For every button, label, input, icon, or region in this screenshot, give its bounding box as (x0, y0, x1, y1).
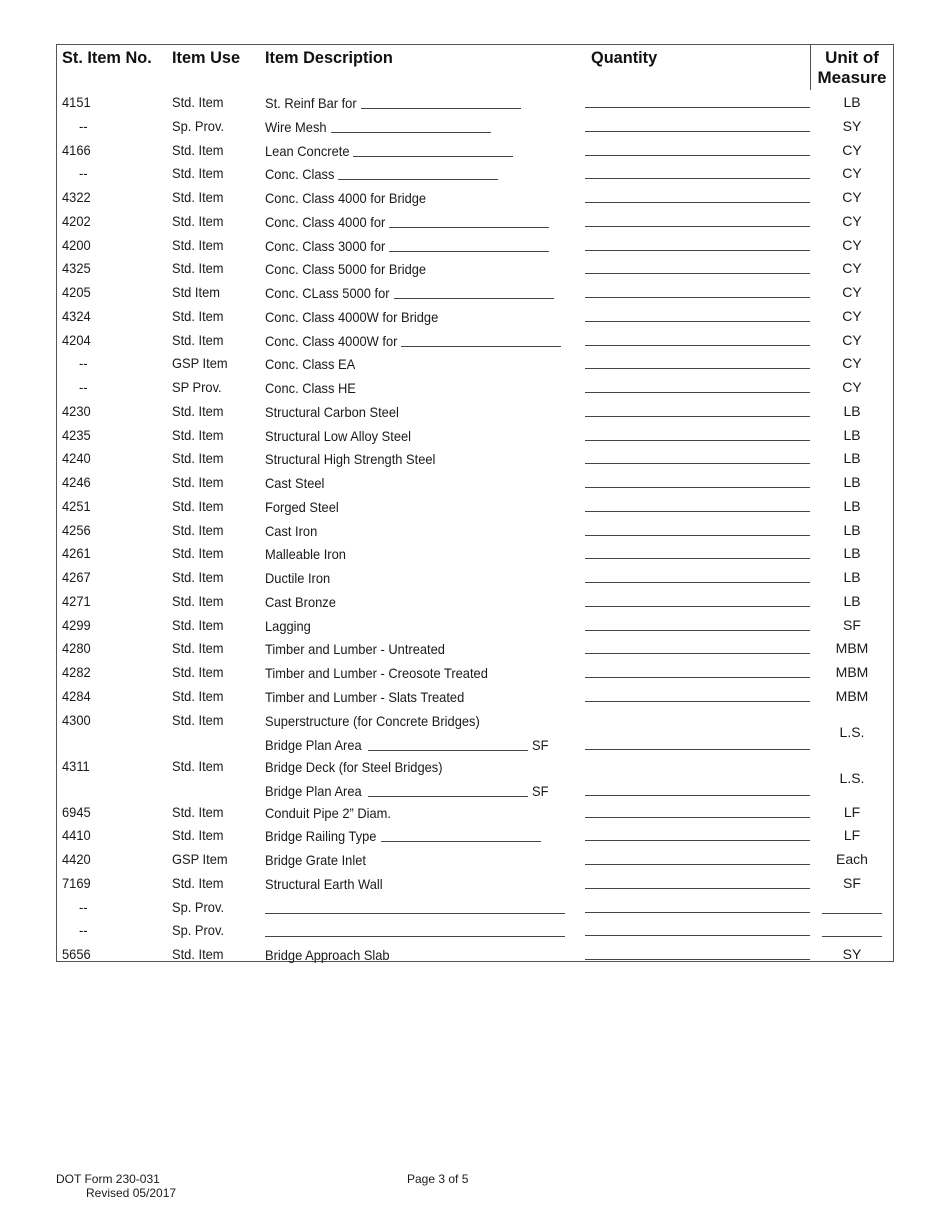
quantity-field[interactable] (585, 749, 810, 750)
unit-of-measure: MBM (835, 640, 869, 657)
item-use: Std. Item (172, 545, 224, 562)
quantity-field[interactable] (585, 795, 810, 796)
item-description: Conc. Class 5000 for Bridge (265, 261, 427, 278)
unit-of-measure: LB (843, 94, 861, 110)
item-number: -- (79, 117, 88, 134)
item-use: Std. Item (172, 165, 224, 182)
quantity-field[interactable] (585, 321, 810, 322)
item-description-line2: Bridge Plan Area (265, 736, 362, 753)
revised-date: Revised 05/2017 (86, 1186, 177, 1200)
item-use: Std. Item (172, 569, 224, 585)
item-number: 4200 (62, 236, 91, 253)
quantity-field[interactable] (585, 392, 810, 393)
item-use: Std. Item (172, 307, 224, 324)
description-blank-field[interactable] (381, 841, 541, 842)
item-description: Superstructure (for Concrete Bridges) (265, 712, 480, 729)
unit-of-measure: CY (842, 141, 862, 158)
item-use: GSP Item (172, 355, 228, 372)
item-number: 4271 (62, 592, 91, 609)
quantity-field[interactable] (585, 107, 810, 108)
quantity-field[interactable] (585, 250, 810, 251)
item-use: Std. Item (172, 874, 224, 891)
unit-of-measure: LF (843, 827, 861, 844)
item-number: 4311 (62, 757, 90, 774)
item-use: GSP Item (172, 851, 228, 867)
unit-of-measure: CY (842, 189, 862, 205)
quantity-field[interactable] (585, 487, 810, 488)
item-use: Std. Item (172, 521, 224, 538)
unit-of-measure: LB (843, 474, 861, 490)
item-number: -- (79, 922, 88, 939)
item-description: Bridge Grate Inlet (265, 852, 366, 868)
item-number: 4202 (62, 212, 91, 229)
unit-of-measure: LB (843, 450, 861, 467)
item-description: Cast Iron (265, 522, 318, 539)
unit-of-measure: CY (842, 165, 862, 182)
quantity-field[interactable] (585, 558, 810, 559)
unit-of-measure: SY (842, 117, 862, 134)
unit-of-measure: SF (843, 874, 861, 891)
unit-of-measure: CY (842, 355, 862, 372)
item-number: 6945 (62, 803, 91, 820)
item-use: Sp. Prov. (172, 898, 225, 915)
item-use: Std. Item (172, 757, 224, 774)
quantity-field[interactable] (585, 463, 810, 464)
item-use: Std. Item (172, 592, 224, 609)
item-description: Wire Mesh (265, 118, 327, 135)
quantity-field[interactable] (585, 582, 810, 583)
unit-of-measure: CY (842, 212, 862, 229)
header-item-use: Item Use (172, 48, 241, 67)
quantity-field[interactable] (585, 297, 810, 298)
item-use: Std. Item (172, 402, 224, 419)
item-number: 4322 (62, 189, 91, 205)
item-use: Sp. Prov. (172, 117, 225, 134)
item-description: Lagging (265, 617, 311, 634)
item-use: Std. Item (172, 331, 224, 348)
item-number: 4267 (62, 569, 91, 585)
item-number: 7169 (62, 874, 91, 891)
quantity-field[interactable] (585, 511, 810, 512)
description-blank-field[interactable] (338, 179, 498, 180)
item-number: 4284 (62, 687, 91, 704)
item-description: Conc. Class EA (265, 356, 356, 373)
description-blank-field[interactable] (265, 936, 565, 937)
item-use: Std. Item (172, 426, 224, 443)
unit-blank-field[interactable] (822, 936, 882, 937)
unit-of-measure: SF (843, 616, 861, 633)
unit-of-measure: CY (842, 307, 862, 324)
item-use: Std Item (172, 284, 220, 300)
item-description: Conc. CLass 5000 for (265, 285, 390, 301)
unit-of-measure: CY (842, 236, 862, 253)
item-number: 4205 (62, 284, 91, 300)
item-description-line2: Bridge Plan Area (265, 782, 362, 799)
item-description: Lean Concrete (265, 142, 350, 159)
quantity-field[interactable] (585, 817, 810, 818)
item-use: Std. Item (172, 827, 224, 844)
item-description: Timber and Lumber - Creosote Treated (265, 665, 488, 681)
quantity-field[interactable] (585, 630, 810, 631)
item-number: 4230 (62, 402, 91, 419)
item-number: 4235 (62, 426, 91, 443)
item-number: -- (79, 898, 88, 915)
item-description: Conc. Class HE (265, 380, 356, 396)
item-description: Conc. Class 4000W for (265, 332, 398, 349)
item-number: 4151 (62, 94, 91, 110)
item-description: Ductile Iron (265, 570, 331, 586)
item-number: 4324 (62, 307, 91, 324)
description-blank-field[interactable] (389, 251, 549, 252)
page-number: Page 3 of 5 (407, 1172, 469, 1186)
item-number: 4256 (62, 521, 91, 538)
item-description: Bridge Deck (for Steel Bridges) (265, 758, 443, 775)
quantity-field[interactable] (585, 416, 810, 417)
item-description: Conc. Class 4000W for Bridge (265, 308, 439, 325)
unit-of-measure: CY (842, 331, 862, 348)
unit-of-measure: LB (843, 426, 861, 443)
item-description: Conc. Class 4000 for (265, 213, 386, 230)
item-use: Std. Item (172, 803, 224, 820)
quantity-field[interactable] (585, 912, 810, 913)
item-description: Conc. Class 3000 for (265, 237, 386, 254)
unit-of-measure: CY (842, 379, 862, 395)
item-description: Bridge Approach Slab (265, 947, 390, 963)
description-blank-field[interactable] (361, 108, 521, 109)
quantity-field[interactable] (585, 840, 810, 841)
item-description: Structural Earth Wall (265, 875, 383, 892)
quantity-field[interactable] (585, 155, 810, 156)
item-number: 4246 (62, 474, 91, 490)
item-use: Std. Item (172, 94, 224, 110)
header-item-description: Item Description (265, 48, 393, 67)
item-number: 4299 (62, 616, 91, 633)
item-use: Std. Item (172, 664, 224, 680)
item-use: Std. Item (172, 946, 224, 962)
item-number: 5656 (62, 946, 91, 962)
item-number: 4420 (62, 851, 91, 867)
quantity-field[interactable] (585, 888, 810, 889)
unit-of-measure: MBM (835, 687, 869, 704)
item-number: 4240 (62, 450, 91, 467)
item-number: -- (79, 165, 88, 182)
unit-blank-field[interactable] (822, 913, 882, 914)
item-number: 4251 (62, 497, 91, 514)
item-description: Structural Low Alloy Steel (265, 427, 412, 444)
item-description: Bridge Railing Type (265, 828, 377, 845)
unit-of-measure: L.S. (839, 723, 865, 740)
unit-of-measure: LB (843, 569, 861, 585)
quantity-field[interactable] (585, 935, 810, 936)
quantity-field[interactable] (585, 273, 810, 274)
unit-of-measure: LF (843, 803, 861, 820)
unit-of-measure: CY (842, 284, 862, 300)
item-use: Std. Item (172, 640, 224, 657)
item-description: Cast Steel (265, 475, 325, 491)
item-number: 4410 (62, 827, 91, 844)
plan-area-unit: SF (532, 736, 549, 753)
item-use: Std. Item (172, 474, 224, 490)
item-number: 4204 (62, 331, 91, 348)
description-blank-field[interactable] (394, 298, 554, 299)
header-unit-line1: Unit of (825, 48, 879, 67)
item-number: 4300 (62, 711, 91, 728)
quantity-field[interactable] (585, 131, 810, 132)
item-use: Std. Item (172, 189, 224, 205)
quantity-field[interactable] (585, 535, 810, 536)
quantity-field[interactable] (585, 606, 810, 607)
unit-of-measure: SY (842, 946, 862, 962)
item-use: Std. Item (172, 236, 224, 253)
item-description: Cast Bronze (265, 593, 336, 610)
item-description: Forged Steel (265, 498, 339, 515)
unit-of-measure: LB (843, 497, 861, 514)
item-description: Malleable Iron (265, 546, 346, 563)
description-blank-field[interactable] (331, 132, 491, 133)
item-description: Timber and Lumber - Slats Treated (265, 688, 465, 705)
header-quantity: Quantity (591, 48, 658, 67)
quantity-field[interactable] (585, 653, 810, 654)
item-number: 4280 (62, 640, 91, 657)
item-description: Conduit Pipe 2” Diam. (265, 804, 391, 821)
quantity-field[interactable] (585, 345, 810, 346)
description-blank-field[interactable] (353, 156, 513, 157)
description-blank-field[interactable] (265, 913, 565, 914)
unit-of-measure: LB (843, 545, 861, 562)
item-number: -- (79, 355, 88, 372)
description-blank-field[interactable] (389, 227, 549, 228)
item-use: Std. Item (172, 497, 224, 514)
unit-of-measure: LB (843, 592, 861, 609)
item-use: Std. Item (172, 450, 224, 467)
quantity-field[interactable] (585, 178, 810, 179)
unit-of-measure: L.S. (839, 769, 865, 786)
item-use: Std. Item (172, 616, 224, 633)
item-number: 4282 (62, 664, 91, 680)
item-use: Std. Item (172, 687, 224, 704)
quantity-field[interactable] (585, 202, 810, 203)
unit-of-measure: CY (842, 260, 862, 277)
item-use: SP Prov. (172, 379, 222, 395)
item-use: Std. Item (172, 711, 224, 728)
unit-of-measure: LB (843, 521, 861, 538)
item-description: Timber and Lumber - Untreated (265, 641, 445, 658)
quantity-field[interactable] (585, 864, 810, 865)
quantity-field[interactable] (585, 959, 810, 960)
item-number: 4325 (62, 260, 91, 277)
item-description: Conc. Class 4000 for Bridge (265, 190, 427, 206)
quantity-field[interactable] (585, 368, 810, 369)
plan-area-blank-field[interactable] (368, 796, 528, 797)
plan-area-blank-field[interactable] (368, 750, 528, 751)
header-item-no: St. Item No. (62, 48, 152, 67)
item-number: -- (79, 379, 88, 395)
quantity-field[interactable] (585, 701, 810, 702)
item-use: Std. Item (172, 260, 224, 277)
item-description: Structural High Strength Steel (265, 451, 436, 468)
unit-of-measure: Each (836, 851, 868, 867)
item-description: Structural Carbon Steel (265, 403, 399, 420)
item-number: 4166 (62, 141, 91, 158)
item-description: Conc. Class (265, 166, 335, 183)
quantity-field[interactable] (585, 677, 810, 678)
unit-of-measure: LB (843, 402, 861, 419)
header-unit-line2: Measure (817, 68, 887, 87)
item-description: St. Reinf Bar for (265, 95, 357, 111)
form-number: DOT Form 230-031 (56, 1172, 160, 1186)
quantity-field[interactable] (585, 226, 810, 227)
plan-area-unit: SF (532, 782, 549, 799)
item-use: Std. Item (172, 212, 224, 229)
quantity-field[interactable] (585, 440, 810, 441)
item-use: Sp. Prov. (172, 922, 225, 939)
item-number: 4261 (62, 545, 91, 562)
unit-of-measure: MBM (835, 664, 869, 680)
item-use: Std. Item (172, 141, 224, 158)
description-blank-field[interactable] (401, 346, 561, 347)
